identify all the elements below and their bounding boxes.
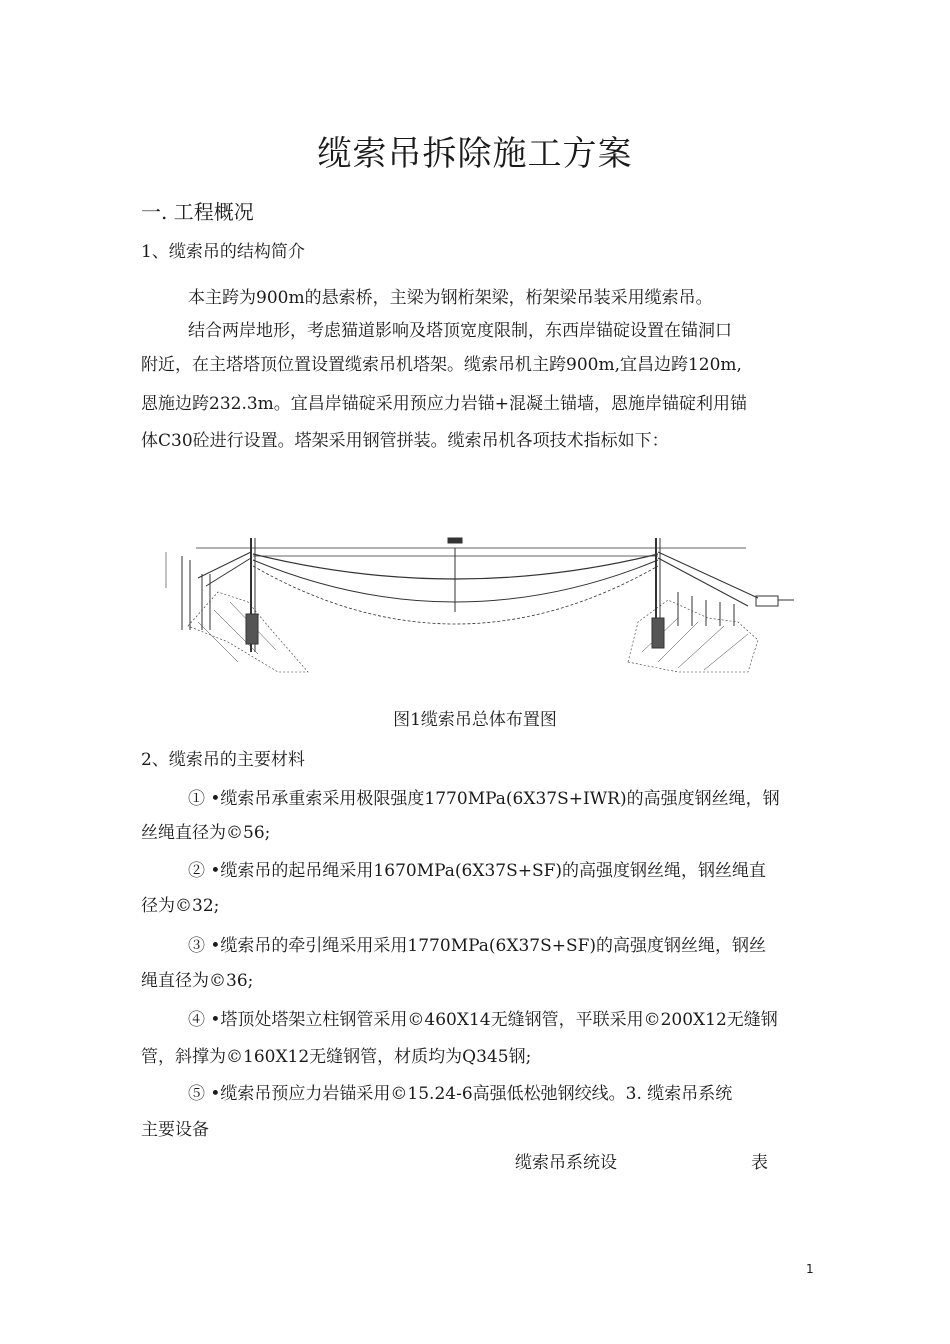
material-item-5-line-1: ⑤ •缆索吊预应力岩锚采用©15.24-6高强低松弛钢绞线。3. 缆索吊系统 [188, 1084, 733, 1104]
material-item-4-line-1: ④ •塔顶处塔架立柱钢管采用©460X14无缝钢管，平联采用©200X12无缝钢 [188, 1010, 778, 1030]
paragraph-2-line-2: 附近，在主塔塔顶位置设置缆索吊机塔架。缆索吊机主跨900m,宜昌边跨120m, [141, 355, 742, 375]
paragraph-2-line-4: 体C30砼进行设置。塔架采用钢管拼装。缆索吊机各项技术指标如下： [141, 431, 669, 451]
page-title: 缆索吊拆除施工方案 [317, 134, 633, 174]
material-item-4-line-2: 管，斜撑为©160X12无缝钢管，材质均为Q345钢; [141, 1047, 532, 1067]
cable-crane-layout-figure [158, 522, 798, 680]
paragraph-2-line-3: 恩施边跨232.3m。宜昌岸锚碇采用预应力岩锚+混凝土锚墙，恩施岸锚碇利用锚 [141, 394, 748, 414]
material-item-1-line-2: 丝绳直径为©56; [141, 823, 271, 843]
paragraph-1-line-1: 本主跨为900m的悬索桥，主梁为钢桁架梁，桁架梁吊装采用缆索吊。 [188, 288, 713, 308]
table-title-cut-left: 缆索吊系统设 [515, 1153, 617, 1173]
subsection-heading-1: 1、缆索吊的结构简介 [141, 242, 305, 262]
material-item-3-line-2: 绳直径为©36; [141, 971, 254, 991]
material-item-3-line-1: ③ •缆索吊的牵引绳采用采用1770MPa(6X37S+SF)的高强度钢丝绳，钢丝 [188, 936, 767, 956]
material-item-2-line-2: 径为©32; [141, 896, 220, 916]
table-title-cut-right: 表 [751, 1153, 768, 1173]
page-number: 1 [806, 1262, 814, 1276]
material-item-2-line-1: ② •缆索吊的起吊绳采用1670MPa(6X37S+SF)的高强度钢丝绳，钢丝绳直 [188, 861, 767, 881]
figure-caption: 图1缆索吊总体布置图 [393, 710, 557, 730]
section-heading: 一. 工程概况 [141, 200, 254, 224]
paragraph-2-line-1: 结合两岸地形，考虑猫道影响及塔顶宽度限制，东西岸锚碇设置在锚洞口 [188, 321, 732, 341]
material-item-5-line-2: 主要设备 [141, 1120, 209, 1140]
subsection-heading-2: 2、缆索吊的主要材料 [141, 750, 305, 770]
material-item-1-line-1: ① •缆索吊承重索采用极限强度1770MPa(6X37S+IWR)的高强度钢丝绳，钢 [188, 789, 780, 809]
